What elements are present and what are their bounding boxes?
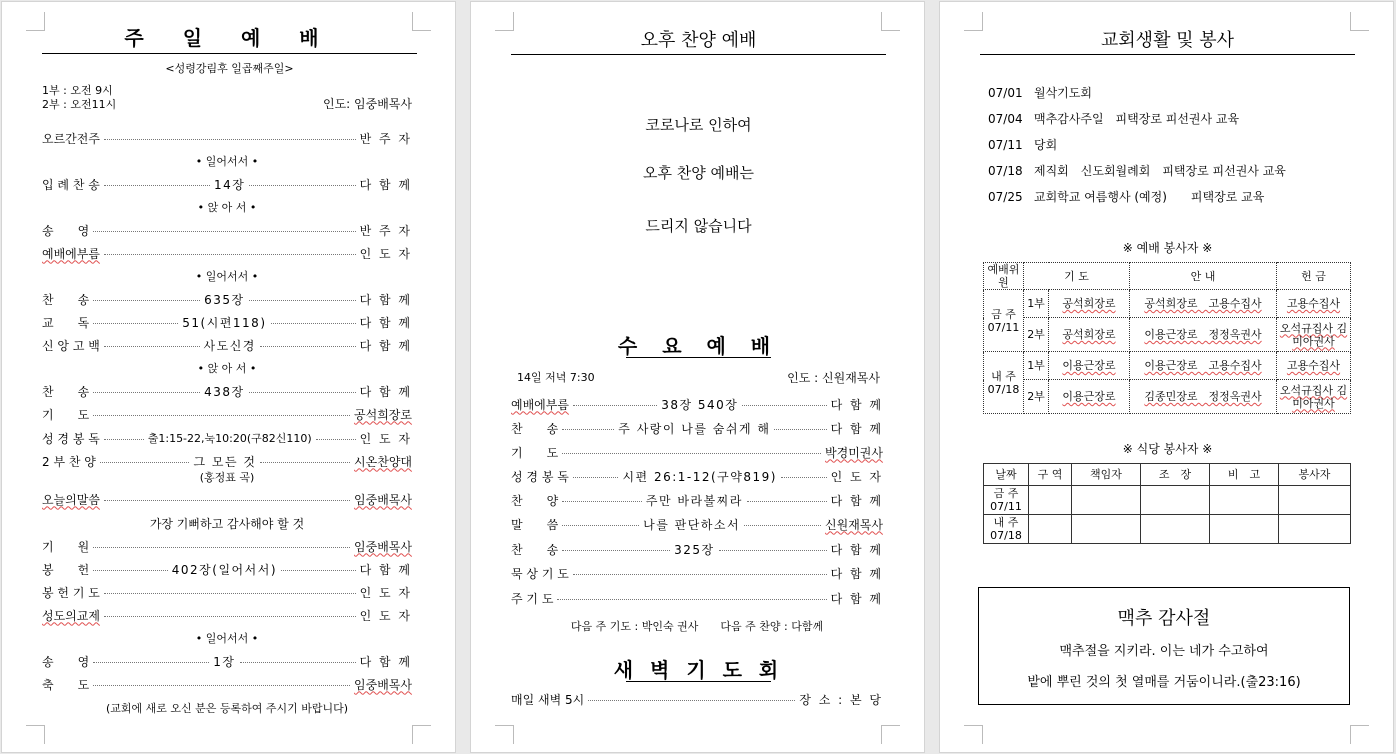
- wednesday-item: [511, 515, 883, 533]
- leader-dots: [93, 231, 355, 232]
- service-time-1: 1부 : 오전 9시: [42, 84, 113, 97]
- wednesday-item: [511, 443, 883, 461]
- box-line-2: 밭에 뿌린 것의 첫 열매를 거둠이니라.(출23:16): [1027, 675, 1301, 690]
- leader-dots: [573, 574, 827, 575]
- crop-mark: [881, 725, 900, 744]
- item-content: 51(시편118): [182, 315, 267, 330]
- item-person: 신원재목사: [825, 517, 883, 532]
- item-person: 시온찬양대: [354, 454, 413, 469]
- leader-dots: [104, 139, 356, 140]
- leader-dots: [249, 185, 355, 186]
- item-label: 찬 송: [511, 542, 559, 557]
- service-item: [42, 336, 412, 354]
- item-content: 438장: [204, 384, 245, 399]
- crop-mark: [1350, 725, 1369, 744]
- header-cell: 봉사자: [1279, 464, 1351, 486]
- leader-dots: [93, 392, 200, 393]
- event-item: [988, 136, 1057, 153]
- service-item: [42, 675, 412, 693]
- event-item: [988, 110, 1239, 127]
- prayer-cell: 이용근장로: [1049, 352, 1130, 380]
- event-text: 맥추감사주일 피택장로 피선권사 교육: [1034, 112, 1240, 126]
- leader-dots: [104, 439, 144, 440]
- item-label: 찬 양: [511, 493, 559, 508]
- week-cell: [984, 352, 1024, 414]
- item-person: 다 함 께: [359, 315, 413, 330]
- part-cell: 1부: [1024, 352, 1049, 380]
- notice-line-2: 오후 찬양 예배는: [643, 164, 754, 182]
- dawn-place: 장 소 : 본 당: [799, 692, 883, 707]
- service-time-2: 2부 : 오전11시: [42, 98, 117, 111]
- service-item: [42, 221, 412, 239]
- item-label: 찬 송: [42, 384, 90, 399]
- item-label: 말 씀: [511, 517, 559, 532]
- week-label: 내 주: [991, 369, 1016, 383]
- guide-cell: 이용근장로 고용수집사: [1130, 352, 1277, 380]
- service-item: [42, 405, 412, 423]
- leader-dots: [271, 323, 356, 324]
- item-content: 출1:15-22,눅10:20(구82신110): [147, 432, 312, 445]
- item-label: 송 영: [42, 654, 90, 669]
- service-cue: • 앉 아 서 •: [197, 201, 257, 214]
- item-content: 시편 26:1-12(구약819): [622, 469, 777, 484]
- item-content: 그 모든 것: [193, 454, 257, 469]
- leader-dots: [562, 429, 614, 430]
- dawn-title: 새 벽 기 도 회: [613, 658, 784, 682]
- event-date: 07/25: [988, 190, 1023, 204]
- leader-dots: [93, 415, 350, 416]
- wednesday-item: [511, 467, 883, 485]
- service-cue: • 일어서서 •: [195, 270, 259, 283]
- page-title: 주 일 예 배: [124, 26, 335, 50]
- next-week-info: 다음 주 기도 : 박인숙 권사 다음 주 찬양 : 다함께: [570, 620, 824, 633]
- leader-dots: [562, 453, 821, 454]
- church-life-title: 교회생활 및 봉사: [1100, 30, 1235, 51]
- item-label: 오늘의말씀: [42, 492, 100, 507]
- date-cell: [984, 515, 1029, 544]
- item-person: 다 함 께: [830, 397, 883, 412]
- leader-dots: [774, 429, 826, 430]
- leader-dots: [742, 405, 826, 406]
- offering-cell: 고용수집사: [1277, 290, 1351, 318]
- leader-dots: [240, 662, 356, 663]
- leader-dots: [249, 300, 356, 301]
- wednesday-item: [511, 564, 883, 582]
- subtitle: <성령강림후 일곱째주일>: [165, 62, 294, 75]
- leader-dots: [562, 550, 670, 551]
- item-person: 다 함 께: [359, 654, 413, 669]
- leader: 인도: 임중배목사: [322, 97, 412, 111]
- guide-cell: 공석희장로 고용수집사: [1130, 290, 1277, 318]
- empty-cell: [1279, 486, 1351, 515]
- crop-mark: [495, 725, 514, 744]
- leader-dots: [573, 477, 619, 478]
- service-item: [42, 382, 412, 400]
- item-person: 다 함 께: [359, 384, 412, 399]
- leader-dots: [249, 392, 356, 393]
- week-date: 07/18: [987, 382, 1020, 396]
- service-item: [42, 129, 412, 147]
- leader-dots: [93, 570, 168, 571]
- leader-dots: [104, 616, 356, 617]
- item-label: 찬 송: [511, 421, 559, 436]
- header-cell: 헌 금: [1277, 263, 1351, 290]
- leader-dots: [93, 300, 200, 301]
- leader-dots: [104, 593, 356, 594]
- event-date: 07/04: [988, 112, 1023, 126]
- service-cue: • 일어서서 •: [195, 632, 259, 645]
- item-person: 다 함 께: [359, 177, 412, 192]
- leader-dots: [260, 462, 350, 463]
- dawn-time: 매일 새벽 5시: [511, 692, 585, 707]
- wednesday-title: 수 요 예 배: [617, 334, 780, 358]
- event-text: 교회학교 여름행사 (예정) 피택장로 교육: [1034, 190, 1265, 204]
- box-line-1: 맥추절을 지키라. 이는 네가 수고하여: [1059, 644, 1269, 659]
- empty-cell: [1029, 515, 1072, 544]
- item-label: 입 례 찬 송: [42, 177, 100, 192]
- item-person: 인 도 자: [359, 585, 412, 600]
- item-label: 묵 상 기 도: [511, 566, 569, 581]
- header-cell: 기 도: [1024, 263, 1130, 290]
- part-cell: 2부: [1024, 318, 1049, 352]
- item-label: 예배에부름: [511, 397, 569, 412]
- leader-dots: [104, 346, 200, 347]
- leader-dots: [747, 501, 827, 502]
- empty-cell: [1141, 515, 1210, 544]
- leader-dots: [781, 477, 827, 478]
- item-label: 송 영: [42, 223, 90, 238]
- item-person: 다 함 께: [830, 591, 883, 606]
- worship-volunteers-title: ※ 예배 봉사자 ※: [1122, 241, 1213, 255]
- header-cell: 조 장: [1141, 464, 1210, 486]
- item-label: 성 경 봉 독: [42, 431, 100, 446]
- item-label: 교 독: [42, 315, 90, 330]
- header-cell: 책임자: [1072, 464, 1141, 486]
- service-item: [42, 244, 412, 262]
- crop-mark: [412, 725, 431, 744]
- header-cell: 날짜: [984, 464, 1029, 486]
- event-text: 당회: [1034, 138, 1058, 152]
- item-content: 14장: [214, 177, 246, 192]
- event-date: 07/01: [988, 86, 1023, 100]
- week-date: 07/11: [990, 500, 1022, 513]
- leader-dots: [104, 500, 350, 501]
- item-person: 공석희장로: [354, 407, 412, 422]
- service-item: [42, 537, 412, 555]
- bulletin-page-sunday: [2, 2, 455, 752]
- leader-dots: [100, 462, 190, 463]
- crop-mark: [26, 725, 45, 744]
- service-item: [42, 175, 412, 193]
- guide-cell: 이용근장로 정정옥권사: [1130, 318, 1277, 352]
- item-person: 다 함 께: [830, 493, 883, 508]
- event-text: 제직회 신도회월례회 피택장로 피선권사 교육: [1034, 164, 1286, 178]
- part-cell: 2부: [1024, 380, 1049, 414]
- service-item: [42, 290, 412, 308]
- leader-dots: [104, 254, 356, 255]
- bulletin-page-afternoon: [471, 2, 924, 752]
- item-content: 635장: [204, 292, 245, 307]
- service-item: [42, 583, 412, 601]
- item-content: 1장: [213, 654, 236, 669]
- item-label: 기 도: [42, 407, 90, 422]
- item-content: 주만 바라볼찌라: [645, 493, 743, 508]
- item-content: 주 사랑이 나를 숨쉬게 해: [618, 421, 771, 436]
- wednesday-leader: 인도 : 신원재목사: [787, 371, 880, 385]
- part-cell: 1부: [1024, 290, 1049, 318]
- empty-cell: [1279, 515, 1351, 544]
- offering-cell: 오석규집사 김미아권사: [1277, 318, 1351, 352]
- leader-dots: [744, 525, 821, 526]
- service-item: [42, 452, 412, 470]
- item-person: 반 주 자: [359, 131, 412, 146]
- event-item: [988, 84, 1092, 101]
- wednesday-time: 14일 저녁 7:30: [517, 371, 595, 384]
- week-date: 07/11: [987, 320, 1020, 334]
- notice-line-1: 코로나로 인하여: [645, 116, 752, 134]
- leader-dots: [260, 346, 356, 347]
- item-content: 402장(일어서서): [171, 562, 278, 577]
- item-person: 인 도 자: [359, 246, 412, 261]
- service-item: [42, 652, 412, 670]
- item-person: 인 도 자: [359, 431, 413, 446]
- title-rule: [42, 53, 417, 54]
- leader-dots: [93, 323, 178, 324]
- offering-cell: 오석규집사 김미아권사: [1277, 380, 1351, 414]
- week-cell: [984, 290, 1024, 352]
- afternoon-title: 오후 찬양 예배: [640, 30, 757, 51]
- item-person: 다 함 께: [359, 292, 412, 307]
- item-label: 신 앙 고 백: [42, 338, 100, 353]
- empty-cell: [1210, 486, 1279, 515]
- item-content: 325장: [674, 542, 715, 557]
- item-label: 오르간전주: [42, 131, 100, 146]
- item-person: 박경미권사: [825, 445, 883, 460]
- dawn-rule: [626, 681, 771, 682]
- scripture-box: [978, 587, 1350, 705]
- header-cell: 구 역: [1029, 464, 1072, 486]
- item-person: 다 함 께: [830, 542, 883, 557]
- event-item: [988, 162, 1286, 179]
- service-cue: 가장 기뻐하고 감사해야 할 것: [149, 517, 305, 531]
- item-person: 임중배목사: [354, 677, 412, 692]
- item-person: 다 함 께: [830, 566, 883, 581]
- kitchen-volunteer-table: [983, 463, 1351, 544]
- leader-dots: [93, 662, 209, 663]
- item-label: 예배에부름: [42, 246, 100, 261]
- item-label: 성 경 봉 독: [511, 469, 569, 484]
- leader-dots: [562, 525, 639, 526]
- worship-volunteer-table: [983, 262, 1351, 414]
- item-label: 봉 헌: [42, 562, 90, 577]
- service-item: [42, 560, 412, 578]
- guide-cell: 김종민장로 정정옥권사: [1130, 380, 1277, 414]
- leader-dots: [93, 547, 350, 548]
- header-cell: 비 고: [1210, 464, 1279, 486]
- header-cell: 예배위원: [984, 263, 1024, 290]
- week-label: 금 주: [991, 307, 1016, 321]
- service-cue: • 일어서서 •: [195, 155, 259, 168]
- item-content: 사도신경: [203, 338, 256, 353]
- item-person: 인 도 자: [830, 469, 883, 484]
- kitchen-volunteers-title: ※ 식당 봉사자 ※: [1122, 442, 1213, 456]
- empty-cell: [1072, 486, 1141, 515]
- item-person: 반 주 자: [359, 223, 412, 238]
- wednesday-item: [511, 395, 883, 413]
- wednesday-item: [511, 540, 883, 558]
- week-label: 금 주: [993, 487, 1019, 500]
- item-content: 38장 540장: [661, 397, 739, 412]
- service-item: [42, 606, 412, 624]
- service-cue: (홍정표 곡): [199, 471, 255, 484]
- box-title: 맥추 감사절: [1117, 608, 1211, 629]
- title-rule: [511, 54, 886, 55]
- item-person: 다 함 께: [830, 421, 883, 436]
- item-label: 축 도: [42, 677, 90, 692]
- wednesday-item: [511, 419, 883, 437]
- leader-dots: [93, 685, 350, 686]
- wednesday-item: [511, 589, 883, 607]
- item-label: 찬 송: [42, 292, 90, 307]
- footer-note: (교회에 새로 오신 분은 등록하여 주시기 바랍니다): [105, 702, 349, 715]
- item-label: 기 도: [511, 445, 559, 460]
- empty-cell: [1029, 486, 1072, 515]
- leader-dots: [573, 405, 657, 406]
- wednesday-rule: [626, 357, 771, 358]
- date-cell: [984, 486, 1029, 515]
- bulletin-page-church-life: [940, 2, 1393, 752]
- title-rule: [980, 54, 1355, 55]
- service-item: [42, 490, 412, 508]
- leader-dots: [588, 700, 795, 701]
- prayer-cell: 공석희장로: [1049, 318, 1130, 352]
- crop-mark: [964, 725, 983, 744]
- offering-cell: 고용수집사: [1277, 352, 1351, 380]
- item-person: 인 도 자: [359, 608, 412, 623]
- event-date: 07/18: [988, 164, 1023, 178]
- item-person: 다 함 께: [359, 562, 413, 577]
- item-label: 2 부 찬 양: [42, 454, 96, 469]
- item-label: 봉 헌 기 도: [42, 585, 100, 600]
- item-person: 다 함 께: [359, 338, 412, 353]
- service-item: [42, 429, 412, 447]
- item-person: 임중배목사: [354, 492, 412, 507]
- event-item: [988, 188, 1264, 205]
- event-date: 07/11: [988, 138, 1023, 152]
- leader-dots: [557, 599, 826, 600]
- empty-cell: [1072, 515, 1141, 544]
- item-person: 임중배목사: [354, 539, 412, 554]
- wednesday-item: [511, 491, 883, 509]
- notice-line-3: 드리지 않습니다: [645, 217, 752, 235]
- event-text: 월삭기도회: [1034, 86, 1092, 100]
- week-label: 내 주: [993, 516, 1019, 529]
- item-content: 나를 판단하소서: [643, 517, 741, 532]
- week-date: 07/18: [990, 529, 1022, 542]
- empty-cell: [1210, 515, 1279, 544]
- leader-dots: [719, 550, 827, 551]
- prayer-cell: 공석희장로: [1049, 290, 1130, 318]
- empty-cell: [1141, 486, 1210, 515]
- prayer-cell: 이용근장로: [1049, 380, 1130, 414]
- header-cell: 안 내: [1130, 263, 1277, 290]
- leader-dots: [104, 185, 210, 186]
- item-label: 주 기 도: [511, 591, 554, 606]
- dawn-row: [511, 690, 883, 708]
- leader-dots: [316, 439, 356, 440]
- leader-dots: [562, 501, 642, 502]
- leader-dots: [281, 570, 356, 571]
- item-label: 성도의교제: [42, 608, 100, 623]
- item-label: 기 원: [42, 539, 90, 554]
- service-item: [42, 313, 412, 331]
- service-cue: • 앉 아 서 •: [197, 362, 257, 375]
